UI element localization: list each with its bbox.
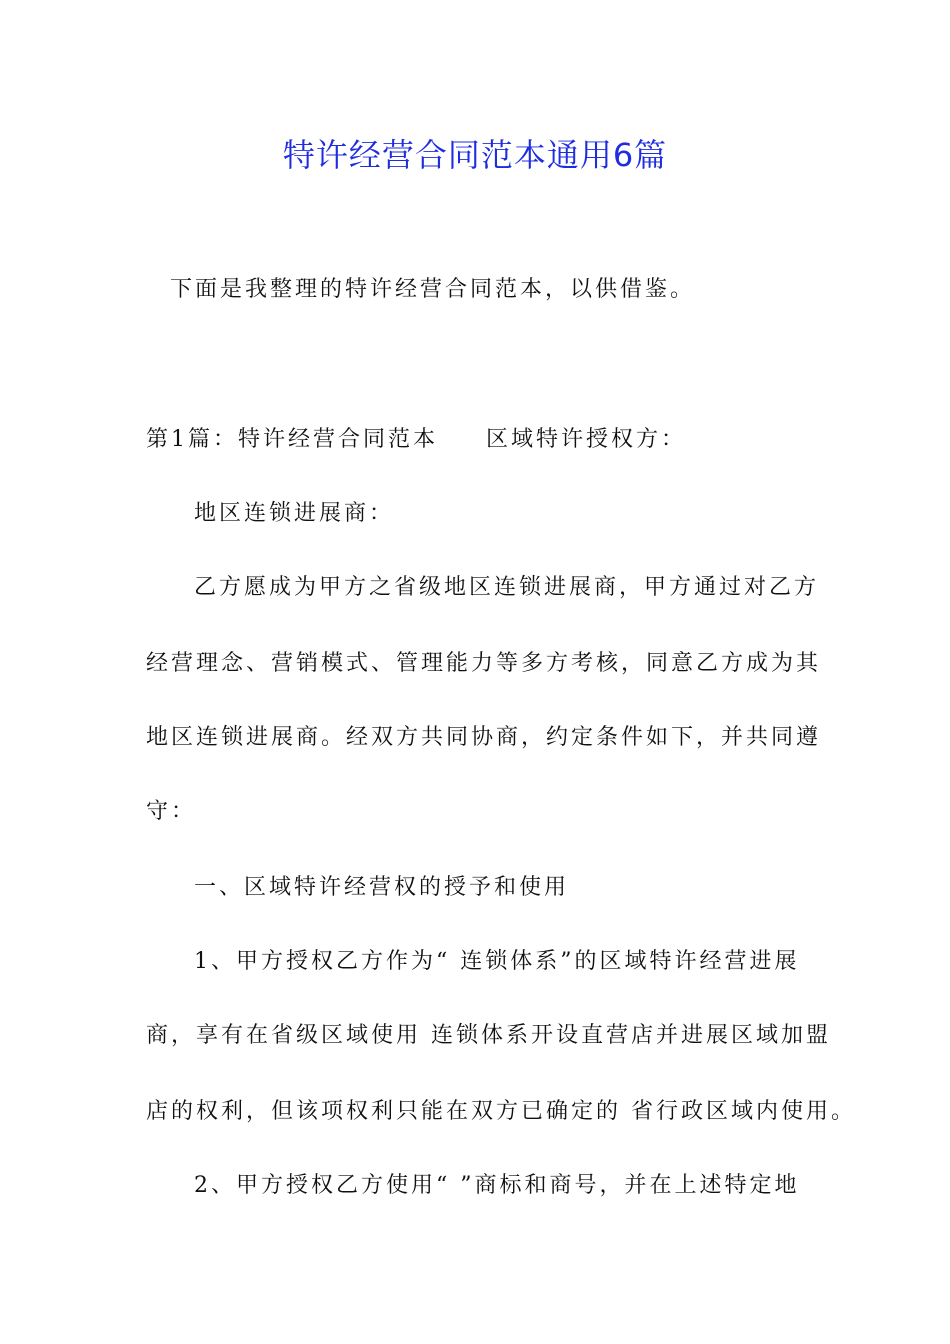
section1-heading: 第1篇：特许经营合同范本: [146, 427, 438, 452]
paragraph1-line: 经营理念、营销模式、管理能力等多方考核，同意乙方成为其: [146, 651, 822, 676]
paragraph1-line: 守：: [146, 799, 197, 824]
item1-line: 店的权利，但该项权利只能在双方已确定的 省行政区域内使用。: [146, 1099, 856, 1124]
item1-line: 商，享有在省级区域使用 连锁体系开设直营店并进展区域加盟: [146, 1023, 831, 1048]
item1-line: 1、甲方授权乙方作为“ 连锁体系”的区域特许经营进展: [194, 949, 800, 974]
paragraph1-line: 乙方愿成为甲方之省级地区连锁进展商，甲方通过对乙方: [194, 575, 820, 600]
document-title: 特许经营合同范本通用6篇: [282, 136, 668, 174]
section1-heading-line: [146, 422, 686, 453]
intro-text: 下面是我整理的特许经营合同范本，以供借鉴。: [170, 277, 696, 302]
item2-line: 2、甲方授权乙方使用“ ”商标和商号，并在上述特定地: [194, 1173, 800, 1198]
clause-heading: 一、区域特许经营权的授予和使用: [194, 875, 570, 900]
party-a-label: 区域特许授权方：: [486, 427, 687, 452]
party-b-label: 地区连锁进展商：: [194, 501, 395, 526]
paragraph1-line: 地区连锁进展商。经双方共同协商，约定条件如下，并共同遵: [146, 725, 822, 750]
